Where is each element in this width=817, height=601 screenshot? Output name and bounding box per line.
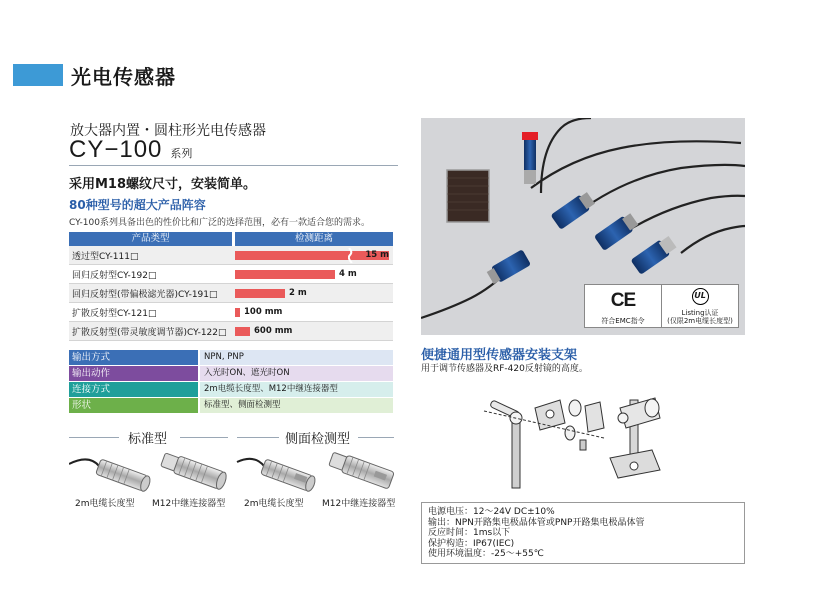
sensor-product-illustrations [69,444,399,496]
row-type-name: 扩散反射型(带灵敏度调节器)CY-122□ [72,327,227,338]
ul-caption-2: (仅限2m电缆长度型) [667,317,733,325]
spec-temperature: 使用环境温度：-25～+55℃ [428,549,544,559]
spec-label: 输出动作 [69,366,198,381]
ce-mark-icon: CE [610,290,636,311]
header-accent-bar [13,64,63,86]
row-type-name: 回归反射型(带偏极滤光器)CY-191□ [72,289,218,300]
caption-side-connector: M12中继连接器型 [322,499,396,509]
product-subtitle: 放大器内置・圆柱形光电传感器 [70,123,266,139]
divider [237,437,279,438]
distance-label: 2 m [289,288,307,298]
side-type-heading: 侧面检测型 [285,432,351,447]
spec-label: 形状 [69,398,198,413]
spec-row [69,366,393,381]
product-feature: 采用M18螺纹尺寸，安装简单。 [69,177,257,192]
distance-bar [235,270,335,279]
ul-cert [661,285,738,327]
blue-sensor-icon [551,190,597,229]
distance-bar [235,289,285,298]
page-title: 光电传感器 [71,64,176,89]
row-type-name: 回归反射型CY-192□ [72,270,157,281]
divider [180,437,228,438]
row-distance-cell [235,322,393,341]
page-header [13,62,176,88]
spec-power-supply: 电源电压：12～24V DC±10% [428,507,555,517]
ul-caption-1: Listing认证 [681,309,719,317]
col-type-header: 产品类型 [69,232,232,246]
model-series: 系列 [170,147,193,160]
connector-sensor-side [328,450,394,489]
distance-label: 15 m [365,250,389,260]
spec-label: 连接方式 [69,382,198,397]
bracket-exploded-icon [484,400,604,488]
table-row [69,322,393,341]
cable-sensor-standard [69,459,152,493]
spec-value: 标准型、侧面检测型 [200,398,393,413]
distance-bar [235,308,240,317]
electrical-spec-box [421,502,745,564]
certification-box [584,284,739,328]
spec-row [69,398,393,413]
mounting-bracket-illustration [480,378,690,493]
ul-mark-icon: UL [692,288,709,305]
lineup-description: CY-100系列具备出色的性价比和广泛的选择范围，必有一款适合您的需求。 [69,218,370,228]
spec-value: 入光时ON、遮光时ON [200,366,393,381]
lineup-table [69,232,393,341]
table-row [69,284,393,303]
divider [69,437,119,438]
blue-sensor-icon [594,212,640,251]
spec-protection: 保护构造：IP67(IEC) [428,538,515,549]
blue-sensor-icon [486,249,531,286]
row-distance-cell [235,265,393,284]
ce-cert [585,285,661,327]
spec-label: 输出方式 [69,350,198,365]
red-sensor-icon [522,132,538,184]
cable-sensor-side [237,459,317,493]
scale-break-icon [348,248,354,263]
divider [358,437,394,438]
row-distance-cell [235,303,393,322]
caption-std-cable: 2m电缆长度型 [75,499,135,509]
row-distance-cell [235,246,393,265]
spec-output: 输出：NPN开路集电极晶体管或PNP开路集电极晶体管 [428,517,645,528]
model-rule [69,165,398,166]
model-line [69,136,192,164]
spec-value: 2m电缆长度型、M12中继连接器型 [200,382,393,397]
distance-label: 600 mm [254,326,293,336]
caption-side-cable: 2m电缆长度型 [244,499,304,509]
bracket-title: 便捷通用型传感器安装支架 [421,348,578,363]
spec-row [69,382,393,397]
col-distance-header: 检测距离 [235,232,393,246]
blue-sensor-icon [631,234,678,275]
spec-value: NPN, PNP [200,350,393,365]
caption-std-connector: M12中继连接器型 [152,499,226,509]
spec-response-time: 反应时间：1ms以下 [428,528,511,538]
spec-row [69,350,393,365]
reflector-icon [447,170,489,222]
distance-bar [235,327,250,336]
row-type-name: 透过型CY-111□ [72,251,139,262]
standard-type-heading: 标准型 [128,432,168,447]
distance-label: 4 m [339,269,357,279]
table-row [69,246,393,265]
row-distance-cell [235,284,393,303]
table-row [69,265,393,284]
lineup-title: 80种型号的超大产品阵容 [69,198,206,212]
bracket-description: 用于调节传感器及RF-420反射镜的高度。 [421,364,588,374]
row-type-name: 扩散反射型CY-121□ [72,308,157,319]
lineup-table-header [69,232,393,246]
distance-label: 100 mm [244,307,283,317]
spec-table [69,350,393,414]
model-name: CY−100 [69,136,163,163]
bracket-assembled-icon [610,398,660,478]
table-row [69,303,393,322]
ce-caption: 符合EMC指令 [601,317,645,325]
connector-sensor-standard [160,451,228,490]
